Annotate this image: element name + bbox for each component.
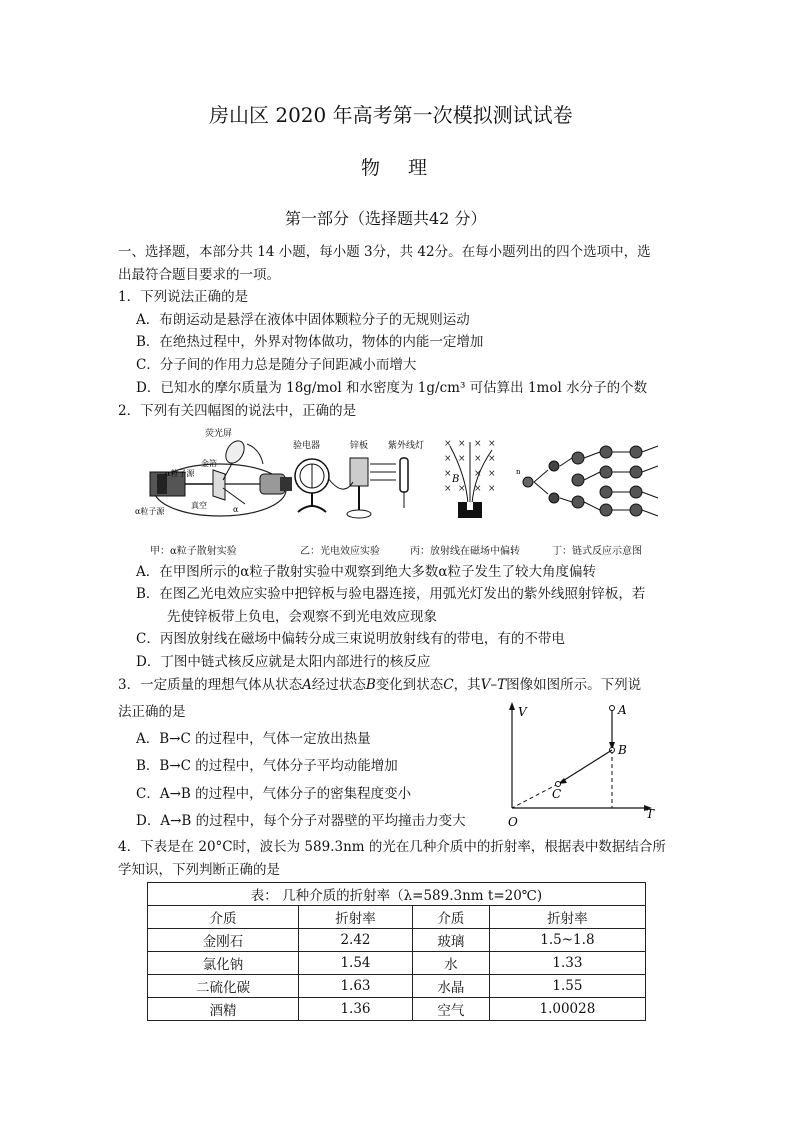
vt-origin: O — [508, 815, 518, 829]
caption-yi: 乙：光电效应实验 — [300, 546, 380, 557]
q2-option-b-line2: 先使锌板带上负电，会观察不到光电效应现象 — [167, 609, 437, 625]
exam-title: 房山区 2020 年高考第一次模拟测试试卷 — [209, 103, 573, 127]
table-cell: 1.5~1.8 — [489, 929, 645, 952]
q2-option-d: D．丁图中链式核反应就是太阳内部进行的核反应 — [136, 654, 431, 670]
zinc-plate-label: 锌板 — [350, 441, 369, 451]
part-heading: 第一部分（选择题共42 分） — [285, 209, 487, 228]
table-cell: 氯化钠 — [148, 952, 299, 975]
q3-option-a: A．B→C 的过程中，气体一定放出热量 — [136, 731, 371, 747]
magnetic-field-figure — [440, 436, 502, 522]
vt-axis-v: V — [518, 705, 527, 719]
vt-point-c: C — [552, 787, 562, 801]
svg-text:×: × — [444, 469, 452, 479]
table-cell: 水 — [412, 952, 489, 975]
q1-option-a: A．布朗运动是悬浮在液体中固体颗粒分子的无规则运动 — [136, 312, 470, 328]
svg-text:×: × — [458, 484, 466, 494]
table-row — [148, 998, 646, 1021]
instructions-line1: 一、选择题，本部分共 14 小题，每小题 3分，共 42分。在每小题列出的四个选项中，选 — [118, 244, 651, 260]
q3-stem-state-c: C — [443, 677, 454, 693]
foil-label: 金箔 — [201, 459, 217, 468]
table-cell: 二硫化碳 — [148, 975, 299, 998]
svg-text:×: × — [474, 454, 482, 464]
refraction-table — [147, 882, 646, 1021]
table-cell: 1.00028 — [489, 998, 645, 1021]
q3-stem-line2: 法正确的是 — [118, 704, 186, 720]
q4-stem-line2: 学知识，下列判断正确的是 — [118, 862, 280, 878]
caption-ding: 丁：链式反应示意图 — [552, 546, 642, 557]
svg-text:×: × — [444, 484, 452, 494]
svg-text:×: × — [474, 439, 482, 449]
table-header: 介质 — [412, 906, 489, 929]
photoelectric-figure — [288, 438, 438, 526]
q3-option-d: D．A→B 的过程中，每个分子对器壁的平均撞击力变大 — [136, 813, 466, 829]
q4-stem-line1: 4．下表是在 20°C时，波长为 589.3nm 的光在几种介质中的折射率，根据表中数据结合所 — [118, 839, 666, 855]
instructions-line2: 出最符合题目要求的一项。 — [118, 267, 280, 283]
subject-title: 物理 — [361, 157, 456, 179]
caption-bing: 丙：放射线在磁场中偏转 — [410, 546, 520, 557]
q3-stem-part4: ，其 — [453, 677, 481, 693]
caption-jia: 甲：α粒子散射实验 — [150, 546, 237, 557]
q1-option-c: C．分子间的作用力总是随分子间距减小而增大 — [136, 357, 417, 373]
uv-lamp-label: 紫外线灯 — [388, 441, 425, 451]
table-row — [148, 952, 646, 975]
q3-stem-state-b: B — [365, 677, 376, 693]
svg-text:×: × — [458, 439, 466, 449]
electroscope-label: 验电器 — [293, 441, 321, 451]
svg-text:×: × — [488, 454, 496, 464]
q3-stem-line1 — [118, 676, 641, 694]
svg-text:×: × — [488, 439, 496, 449]
vt-point-a: A — [618, 703, 627, 717]
alpha-label: α — [233, 505, 239, 514]
q3-stem-part5: 图像如图所示。下列说 — [506, 677, 642, 693]
table-cell: 酒精 — [148, 998, 299, 1021]
vt-graph — [500, 698, 665, 830]
q3-option-c: C．A→B 的过程中，气体分子的密集程度变小 — [136, 786, 412, 802]
chain-reaction-figure — [508, 440, 668, 520]
q2-option-a: A．在甲图所示的α粒子散射实验中观察到绝大多数α粒子发生了较大角度偏转 — [136, 564, 596, 580]
q3-stem-part2: 经过状态 — [311, 677, 366, 693]
q3-stem-part3: 变化到状态 — [375, 677, 444, 693]
vacuum-label: 真空 — [191, 501, 207, 510]
q2-option-b-line1: B．在图乙光电效应实验中把锌板与验电器连接，用弧光灯发出的紫外线照射锌板，若 — [136, 586, 646, 602]
q3-stem-state-a: A — [302, 677, 312, 693]
table-cell: 1.33 — [489, 952, 645, 975]
table-header: 介质 — [148, 906, 299, 929]
table-row — [148, 929, 646, 952]
svg-text:×: × — [488, 469, 496, 479]
table-header: 折射率 — [489, 906, 645, 929]
table-cell: 1.36 — [299, 998, 413, 1021]
svg-text:×: × — [488, 484, 496, 494]
table-cell: 2.42 — [299, 929, 413, 952]
vt-axis-t: T — [646, 807, 655, 821]
table-header-row — [148, 906, 646, 929]
q3-option-b: B．B→C 的过程中，气体分子平均动能增加 — [136, 758, 398, 774]
svg-text:×: × — [474, 469, 482, 479]
screen-label: 荧光屏 — [205, 429, 233, 439]
q1-option-d: D．已知水的摩尔质量为 18g/mol 和水密度为 1g/cm³ 可估算出 1mol 水分子的个数 — [136, 380, 648, 396]
table-cell: 空气 — [412, 998, 489, 1021]
svg-text:×: × — [474, 484, 482, 494]
svg-text:×: × — [444, 454, 452, 464]
table-cell: 1.54 — [299, 952, 413, 975]
table-caption: 表： 几种介质的折射率（λ=589.3nm t=20℃) — [148, 883, 646, 906]
q1-option-b: B．在绝热过程中，外界对物体做功，物体的内能一定增加 — [136, 334, 484, 350]
table-cell: 1.63 — [299, 975, 413, 998]
table-cell: 水晶 — [412, 975, 489, 998]
neutron-label: n — [516, 468, 521, 476]
table-header: 折射率 — [299, 906, 413, 929]
vt-point-b: B — [618, 743, 627, 757]
q2-stem: 2．下列有关四幅图的说法中，正确的是 — [118, 403, 357, 419]
q2-option-c: C．丙图放射线在磁场中偏转分成三束说明放射线有的带电，有的不带电 — [136, 631, 565, 647]
svg-text:×: × — [458, 454, 466, 464]
alpha-source-label-2: α粒子源 — [135, 507, 165, 516]
b-field-label: B — [452, 474, 460, 485]
q3-stem-vt: V–T — [480, 677, 507, 693]
table-cell: 玻璃 — [412, 929, 489, 952]
alpha-scattering-figure — [135, 424, 300, 524]
table-row — [148, 975, 646, 998]
table-cell: 金刚石 — [148, 929, 299, 952]
q1-stem: 1．下列说法正确的是 — [118, 289, 249, 305]
q3-stem-part1: 3．一定质量的理想气体从状态 — [118, 677, 303, 693]
alpha-source-label: α粒子源 — [165, 469, 195, 478]
table-cell: 1.55 — [489, 975, 645, 998]
svg-text:×: × — [444, 439, 452, 449]
